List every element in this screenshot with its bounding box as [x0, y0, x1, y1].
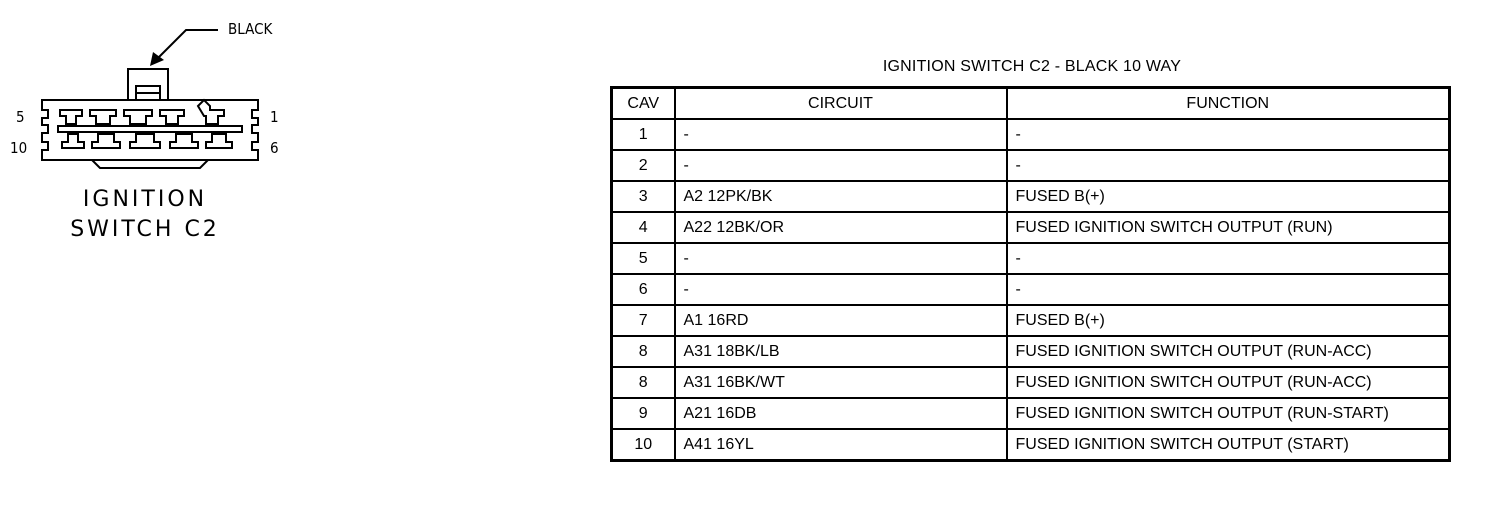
connector-diagram: [0, 0, 300, 260]
pin-label-top-left: 5: [16, 108, 25, 126]
cell-cav: 1: [612, 119, 675, 150]
header-circuit: CIRCUIT: [675, 88, 1007, 120]
pin-label-top-right: 1: [270, 108, 279, 126]
bottom-row-terminals: [62, 134, 232, 148]
cell-function: FUSED IGNITION SWITCH OUTPUT (RUN-ACC): [1007, 367, 1450, 398]
cell-circuit: A2 12PK/BK: [675, 181, 1007, 212]
cell-cav: 5: [612, 243, 675, 274]
cell-circuit: A21 16DB: [675, 398, 1007, 429]
table-row: [612, 119, 1450, 150]
cell-cav: 8: [612, 367, 675, 398]
cell-function: -: [1007, 243, 1450, 274]
cell-cav: 7: [612, 305, 675, 336]
cell-cav: 9: [612, 398, 675, 429]
cell-cav: 10: [612, 429, 675, 461]
cell-function: -: [1007, 274, 1450, 305]
pinout-table: [610, 86, 1451, 462]
top-row-terminals: [60, 100, 224, 124]
cell-function: FUSED IGNITION SWITCH OUTPUT (RUN-ACC): [1007, 336, 1450, 367]
cell-cav: 3: [612, 181, 675, 212]
cell-function: FUSED IGNITION SWITCH OUTPUT (START): [1007, 429, 1450, 461]
table-row: [612, 305, 1450, 336]
cell-circuit: A31 18BK/LB: [675, 336, 1007, 367]
cell-cav: 4: [612, 212, 675, 243]
pin-label-bottom-left: 10: [10, 139, 28, 157]
table-row: [612, 150, 1450, 181]
cell-function: FUSED IGNITION SWITCH OUTPUT (RUN-START): [1007, 398, 1450, 429]
cell-circuit: A41 16YL: [675, 429, 1007, 461]
connector-latch: [128, 69, 168, 100]
cell-circuit: A1 16RD: [675, 305, 1007, 336]
cell-function: -: [1007, 119, 1450, 150]
table-body: [612, 119, 1450, 461]
cell-function: FUSED IGNITION SWITCH OUTPUT (RUN): [1007, 212, 1450, 243]
table-header-row: [612, 88, 1450, 120]
connector-name-line1: IGNITION: [82, 187, 208, 212]
cell-circuit: A22 12BK/OR: [675, 212, 1007, 243]
cell-circuit: -: [675, 119, 1007, 150]
cell-circuit: A31 16BK/WT: [675, 367, 1007, 398]
table-row: [612, 367, 1450, 398]
header-cav: CAV: [612, 88, 675, 120]
table-row: [612, 212, 1450, 243]
cell-function: FUSED B(+): [1007, 305, 1450, 336]
connector-name-line2: SWITCH C2: [70, 217, 220, 242]
cell-cav: 2: [612, 150, 675, 181]
cell-function: FUSED B(+): [1007, 181, 1450, 212]
table-row: [612, 274, 1450, 305]
connector-color-label: BLACK: [228, 20, 273, 38]
cell-circuit: -: [675, 243, 1007, 274]
table-row: [612, 336, 1450, 367]
header-function: FUNCTION: [1007, 88, 1450, 120]
cell-circuit: -: [675, 274, 1007, 305]
table-row: [612, 181, 1450, 212]
cell-cav: 8: [612, 336, 675, 367]
table-row: [612, 429, 1450, 461]
cell-circuit: -: [675, 150, 1007, 181]
pin-label-bottom-right: 6: [270, 139, 279, 157]
cell-function: -: [1007, 150, 1450, 181]
cell-cav: 6: [612, 274, 675, 305]
leader-line: [158, 30, 218, 58]
table-row: [612, 243, 1450, 274]
table-title: IGNITION SWITCH C2 - BLACK 10 WAY: [882, 58, 1182, 75]
table-row: [612, 398, 1450, 429]
